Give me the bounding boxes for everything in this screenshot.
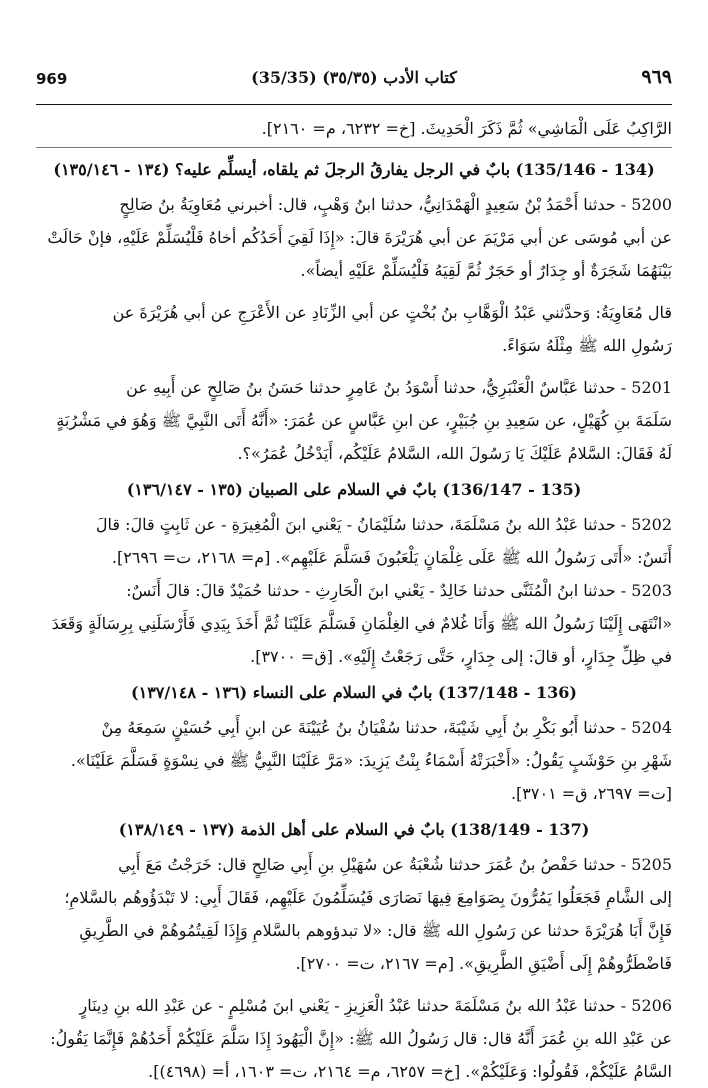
text-line: شَهْرِ بنِ حَوْشَبٍ يَقُولُ: «أَخْبَرَتْهُ أَسْمَاءُ بِنْتُ يَزِيدَ: «مَرَّ عَلَيْنَا النَّبِيُّ ﷺ في نِسْوَةٍ فَسَلَّمَ عَلَيْنَا». [70,751,672,770]
text-line: 5201 - حدثنا عَبَّاسٌ الْعَنْبَرِيُّ، حدثنا أَسْوَدُ بنُ عَامِرٍ حدثنا حَسَنُ بنُ صَالِحٍ عن أَبِيهِ عن [126,378,672,397]
text-line: 5204 - حدثنا أَبُو بَكْرِ بنُ أَبِي شَيْبَةَ، حدثنا سُفْيَانُ بنُ عُيَيْنَةَ عن ابنِ أَبِي حُسَيْنٍ سَمِعَهُ مِنْ [101,718,672,737]
text-line: عن أبي مُوسَى عن أبي مَرْيَمَ عن أبي هُرَيْرَةَ قالَ: «إِذَا لَقِيَ أَحَدُكُم أخاهُ فَلْيُسَلِّمْ عَلَيْهِ، فإنْ حَالَتْ [47,228,672,247]
text-line: 5206 - حدثنا عَبْدُ الله بنُ مَسْلَمَةَ حدثنا عَبْدُ الْعَزِيزِ - يَعْني ابنَ مُسْلِمٍ - عن عَبْدِ الله بنِ دِينَارٍ [79,996,672,1015]
text-line: 5205 - حدثنا حَفْصُ بنُ عُمَرَ حدثنا شُعْبَةُ عن سُهَيْلِ بنِ أَبِي صَالِحٍ قال: خَرَجْتُ مَعَ أَبِي [118,855,672,874]
text-line: 5202 - حدثنا عَبْدُ الله بنُ مَسْلَمَةَ، حدثنا سُلَيْمَانُ - يَعْني ابنَ الْمُغِيرَةِ - عن ثَابِتٍ قالَ: قالَ [95,515,672,534]
text-line: عن عَبْدِ الله بنِ عُمَرَ أَنَّهُ قال: قال رَسُولُ الله ﷺ: «إِنَّ الْيَهُودَ إِذَا سَلَّمَ عَلَيْكُمْ أَحَدُهُمْ فَإِنَّمَا يَقُولُ: [50,1029,672,1048]
chapter-heading: (137 - 138/149) بابٌ في السلام على أهل الذمة (١٣٧ - ١٣٨/١٤٩) [118,820,590,839]
text-line: قال مُعَاوِيَةُ: وَحدَّثني عَبْدُ الْوَهَّابِ بنُ بُخْتٍ عن أبي الزِّنَادِ عن الأَعْرَجِ عن أبي هُرَيْرَةَ عن [112,303,672,322]
page-number-latin: 969 [36,70,68,88]
text-line: رَسُولِ الله ﷺ مِثْلَهُ سَوَاءً. [502,336,672,355]
text-line: فَاضْطَرُّوهُمْ إِلَى أَضْيَقِ الطَّرِيقِ». [م= ٢١٦٧، ت= ٢٧٠٠]. [295,954,672,973]
text-line: 5200 - حدثنا أَحْمَدُ بْنُ سَعِيدٍ الْهَمْدَانِيُّ، حدثنا ابنُ وَهْبٍ، قال: أخبرني مُعَاوِيَةُ بنُ صَالِحٍ [119,195,672,214]
text-line: فَإِنَّ أَبَا هُرَيْرَةَ حدثنا عن رَسُولِ الله ﷺ قال: «لا تبدؤوهم بالسَّلامِ وَإِذَا لَقِيتُمُوهُمْ في الطَّرِيقِ [79,921,672,940]
page-number-arabic: ٩٦٩ [641,66,672,88]
text-line: [ت= ٢٦٩٧، ق= ٣٧٠١]. [510,784,672,803]
text-line: في ظِلِّ جِدَارٍ، أو قالَ: إلى جِدَارٍ، حَتَّى رَجَعْتُ إِلَيْهِ». [ق= ٣٧٠٠]. [250,647,672,666]
text-line: بَيْنَهُمَا شَجَرَةٌ أو جِدَارٌ أو حَجَرٌ ثُمَّ لَقِيَهُ فَلْيُسَلِّمْ عَلَيْهِ أيضاً». [300,261,672,280]
text-line: أَنَسٌ: «أَتَى رَسُولُ الله ﷺ عَلَى غِلْمَانٍ يَلْعَبُونَ فَسَلَّمَ عَلَيْهِم». [م= ٢١٦٨، ت= ٢٦٩٦]. [111,548,672,567]
text-line: لَهُ فَقَالَ: السَّلامُ عَلَيْكَ يَا رَسُولَ الله، السَّلامُ عَلَيْكُم، أَيَدْخُلُ عُمَرُ»؟. [237,444,672,463]
text-line: السَّامُ عَلَيْكُمْ، فَقُولُوا: وَعَلَيْكُمْ». [خ= ٦٢٥٧، م= ٢١٦٤، ت= ١٦٠٣، أ= (٤٦٩٨)]. [148,1062,672,1081]
text-line: سَلَمَةَ بنِ كُهَيْلٍ، عن سَعِيدِ بنِ جُبَيْرٍ، عن ابنِ عَبَّاسٍ عن عُمَرَ: «أَنَّهُ أَتَى النَّبِيَّ ﷺ وَهُوَ في مَشْرُبَةٍ [56,411,672,430]
text-line: إلى الشَّامِ فَجَعَلُوا يَمُرُّونَ بِصَوَامِعَ فِيهَا نَصَارَى فَيُسَلِّمُونَ عَلَيْهِم، فَقَالَ أَبِي: لا تَبْدَؤُوهُم بالسَّلامِ؛ [64,888,672,907]
chapter-heading: (134 - 135/146) بابٌ في الرجل يفارقُ الرجلَ ثم يلقاه، أيسلِّم عليه؟ (١٣٤ - ١٣٥/١٤٦) [53,160,655,179]
chapter-heading: (136 - 137/148) بابٌ في السلام على النساء (١٣٦ - ١٣٧/١٤٨) [131,683,577,702]
chapter-heading: (135 - 136/147) بابٌ في السلام على الصبيان (١٣٥ - ١٣٦/١٤٧) [126,480,582,499]
running-header: (35/35) كتاب الأدب (٣٥/٣٥) [251,68,457,87]
page-body [36,112,672,1088]
text-line: الرَّاكِبُ عَلَى الْمَاشِي» ثُمَّ ذَكَرَ الْحَدِيثَ. [خ= ٦٢٣٢، م= ٢١٦٠]. [261,119,672,138]
text-line: 5203 - حدثنا ابنُ الْمُثَنَّى حدثنا خَالِدٌ - يَعْني ابنَ الْحَارِثِ - حدثنا حُمَيْدٌ قالَ: قالَ أَنَسٌ: [126,581,672,600]
section-divider [36,147,672,148]
text-line: «انْتَهَى إِلَيْنَا رَسُولُ الله ﷺ وَأَنَا غُلامٌ في الغِلْمَانِ فَسَلَّمَ عَلَيْنَا ثُمَّ أَخَذَ بِيَدِي فَأَرْسَلَنِي بِرِسَالَةٍ وَقَعَدَ [51,614,672,633]
header-rule [36,104,672,105]
